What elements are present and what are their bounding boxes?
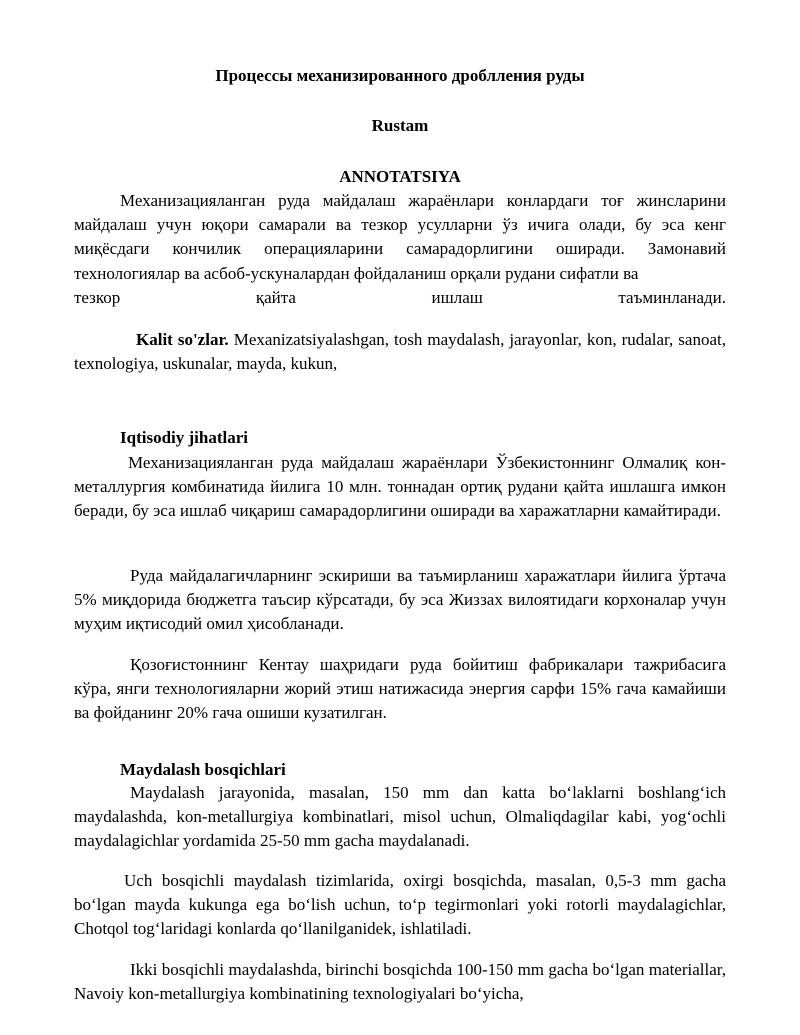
paragraph: Maydalash jarayonida, masalan, 150 mm dan katta bo‘laklarni boshlang‘ich maydalashda, kon-metallurgiya kombinatlari, misol uchun, Olmaliqdagilar kabi, yog‘ochli maydalagichlar yordamida 25-50 mm gacha maydalanadi. [74, 783, 726, 851]
keywords-paragraph [74, 328, 726, 376]
annotation-heading: ANNOTATSIYA [339, 167, 461, 186]
annotation-text-last: тезкор қайта ишлаш таъминланади. [74, 288, 726, 307]
keywords-label: Kalit so'zlar. [136, 330, 229, 349]
paragraph: Механизацияланган руда майдалаш жараёнлари Ўзбекистоннинг Олмалиқ кон-металлургия комбинатида йилига 10 млн. тоннадан ортиқ рудани қайта ишлашга имкон беради, бу эса ишлаб чиқариш самарадорлигини оширади ва харажатларни камайтиради. [74, 453, 726, 521]
section-heading-economic: Iqtisodiy jihatlari [120, 428, 248, 447]
section-heading-stages: Maydalash bosqichlari [120, 760, 286, 779]
annotation-text-main: Механизацияланган руда майдалаш жараёнлари конлардаги тоғ жинсларини майдалаш учун юқори самарали ва тезкор усулларни ўз ичига олади, бу эса кенг миқёсдаги кончилик операцияларини самарадорлигини оширади. Замонавий технологиялар ва асбоб-ускуналардан фойдаланиш орқали рудани сифатли ва [74, 191, 726, 283]
document-title: Процессы механизированного дроблления руды [215, 66, 585, 85]
paragraph: Uch bosqichli maydalash tizimlarida, oxirgi bosqichda, masalan, 0,5-3 mm gacha bo‘lgan mayda kukunga ega bo‘lish uchun, to‘p tegirmonlari yoki rotorli maydalagichlar, Chotqol tog‘laridagi konlarda qo‘llanilganidek, ishlatiladi. [74, 871, 726, 939]
author-name: Rustam [371, 116, 429, 135]
annotation-paragraph [74, 189, 726, 286]
keywords-text: Mexanizatsiyalashgan, tosh maydalash, jarayonlar, kon, rudalar, sanoat, texnologiya, uskunalar, mayda, kukun, [74, 330, 726, 374]
annotation-last-line [74, 286, 726, 310]
paragraph: Руда майдалагичларнинг эскириши ва таъмирланиш харажатлари йилига ўртача 5% миқдорида бюджетга таъсир кўрсатади, бу эса Жиззах вилоятидаги корхоналар учун муҳим иқтисодий омил ҳисобланади. [74, 566, 726, 634]
paragraph: Ikki bosqichli maydalashda, birinchi bosqichda 100-150 mm gacha bo‘lgan materiallar, Navoiy kon-metallurgiya kombinatining texnologiyalari bo‘yicha, [74, 960, 726, 1004]
paragraph: Қозоғистоннинг Кентау шаҳридаги руда бойитиш фабрикалари тажрибасига кўра, янги технологияларни жорий этиш натижасида энергия сарфи 15% гача камайиши ва фойданинг 20% гача ошиши кузатилган. [74, 655, 726, 723]
